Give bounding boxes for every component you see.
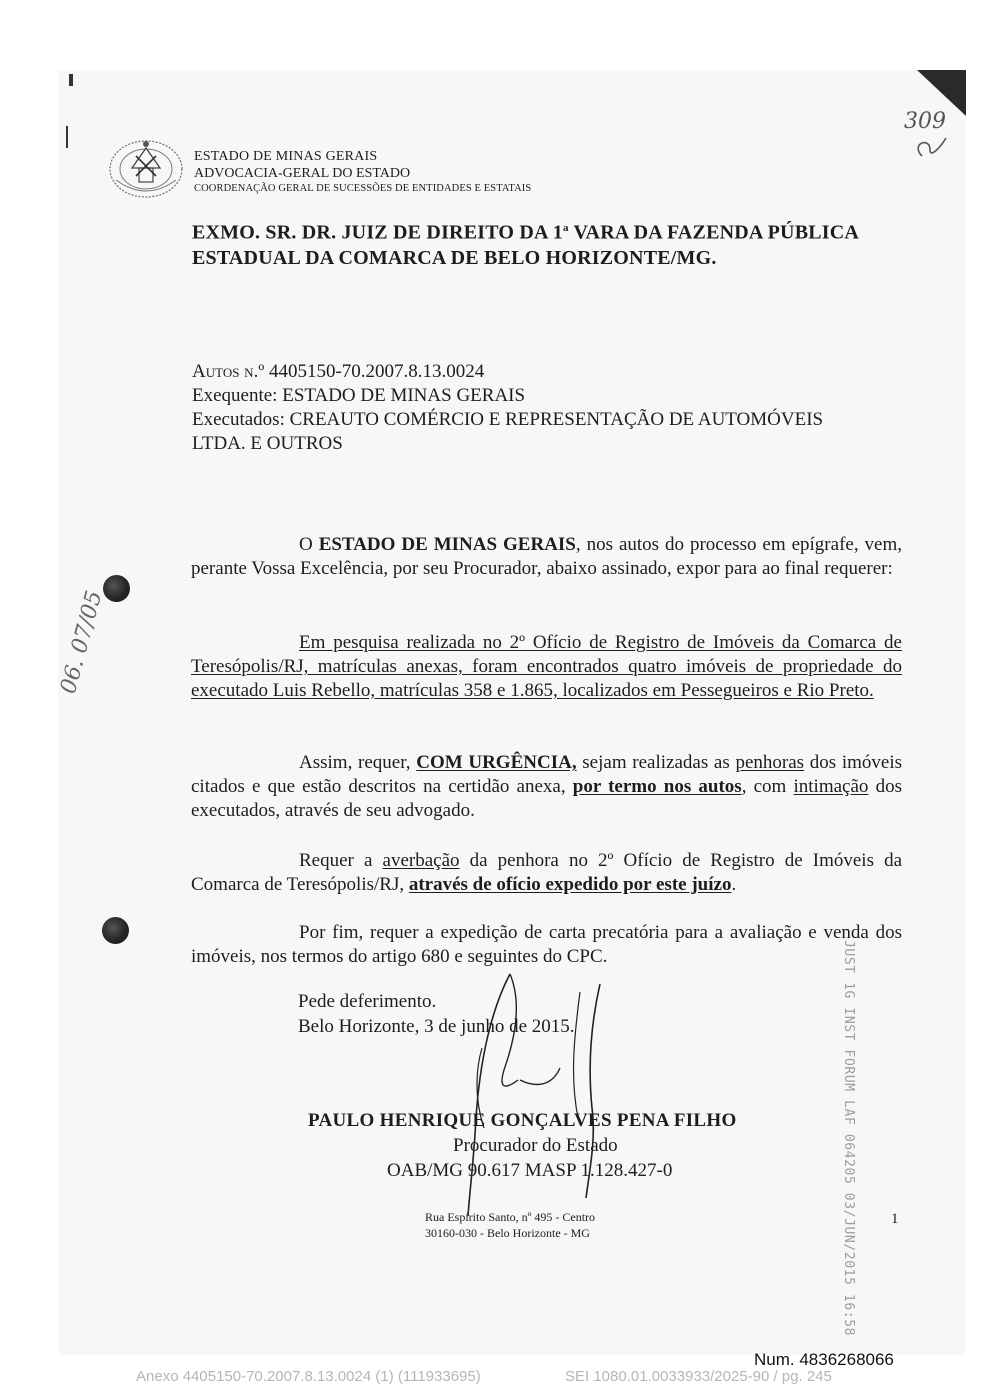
addressee-line1-end: VARA DA FAZENDA PÚBLICA xyxy=(568,221,860,244)
p3-c: dos imóveis citados e que estão descritos na certidão anexa, xyxy=(191,752,903,797)
signatory-registration: OAB/MG 90.617 MASP 1.128.427-0 xyxy=(387,1160,673,1181)
p3-a: Assim, requer, xyxy=(299,752,417,773)
paragraph-registration xyxy=(191,849,902,897)
margin-handwritten-note: 06. 07/05 xyxy=(56,588,108,697)
sei-reference: SEI 1080.01.0033933/2025-90 / pg. 245 xyxy=(565,1368,832,1385)
addressee-line2: ESTADUAL DA COMARCA DE BELO HORIZONTE/MG. xyxy=(192,246,717,269)
addressee-block xyxy=(192,216,912,271)
address-street: Rua Espírito Santo, nº 495 - Centro xyxy=(425,1210,596,1224)
institution-coordination: COORDENAÇÃO GERAL DE SUCESSÕES DE ENTIDADES E ESTATAIS xyxy=(194,183,532,194)
p3-penhoras: penhoras xyxy=(735,752,805,773)
handwritten-folio-mark xyxy=(900,104,960,166)
attachment-reference: Anexo 4405150-70.2007.8.13.0024 (1) (111933695) xyxy=(136,1368,481,1385)
case-info xyxy=(192,360,912,456)
p1-rest: , nos autos do processo em epígrafe, vem, perante Vossa Excelência, por seu Procurador, abaixo assinado, expor para ao final requerer: xyxy=(191,534,902,579)
p3-d: , com xyxy=(741,776,794,797)
p4-c: . xyxy=(731,874,737,895)
p3-intimacao: intimação xyxy=(793,776,869,797)
p5-text: Por fim, requer a expedição de carta precatória para a avaliação e venda dos imóveis, nos termos do artigo 680 e seguintes do CPC. xyxy=(191,922,902,967)
paragraph-intro xyxy=(191,533,902,581)
autos-label: Autos n.º xyxy=(192,361,265,382)
executados-line-cont: LTDA. E OUTROS xyxy=(192,433,343,454)
p4-averbacao: averbação xyxy=(382,850,460,871)
p3-termo: por termo nos autos xyxy=(572,776,742,797)
p1-party: ESTADO DE MINAS GERAIS xyxy=(318,534,576,555)
autos-number: 4405150-70.2007.8.13.0024 xyxy=(264,361,485,382)
institution-name: ESTADO DE MINAS GERAIS xyxy=(194,149,378,164)
punch-hole xyxy=(102,917,129,944)
exequente-line: Exequente: ESTADO DE MINAS GERAIS xyxy=(192,385,526,406)
document-number: Num. 4836268066 xyxy=(754,1350,894,1369)
p1-text: O xyxy=(299,534,319,555)
p3-e: dos executados, através de seu advogado. xyxy=(191,776,902,821)
address-city: 30160-030 - Belo Horizonte - MG xyxy=(425,1226,590,1240)
executados-line: Executados: CREAUTO COMÉRCIO E REPRESENTAÇÃO DE AUTOMÓVEIS xyxy=(192,409,824,430)
paragraph-research xyxy=(191,631,902,703)
protocol-stamp: JUST 1G INST FORUM LAF 064205 03/JUN/2015 16:58 xyxy=(841,940,856,1337)
signatory-role: Procurador do Estado xyxy=(453,1135,618,1156)
page-number: 1 xyxy=(891,1211,899,1227)
institution-department: ADVOCACIA-GERAL DO ESTADO xyxy=(194,166,411,181)
p4-b: da penhora no 2º Ofício de Registro de Imóveis da Comarca de Teresópolis/RJ, xyxy=(191,850,902,895)
paragraph-letter-rogatory xyxy=(191,921,902,969)
edge-mark xyxy=(66,126,68,148)
folio-number: 309 xyxy=(904,109,946,134)
coat-of-arms-icon xyxy=(104,136,188,200)
closing-request: Pede deferimento. xyxy=(298,991,437,1012)
closing-date: Belo Horizonte, 3 de junho de 2015. xyxy=(298,1016,575,1037)
p4-oficio: através de ofício expedido por este juízo xyxy=(408,874,732,895)
p3-urgent: COM URGÊNCIA, xyxy=(416,752,577,773)
addressee-line1: EXMO. SR. DR. JUIZ DE DIREITO DA 1 xyxy=(192,221,563,244)
p3-b: sejam realizadas as xyxy=(576,752,736,773)
edge-mark xyxy=(69,74,73,86)
p2-text: Em pesquisa realizada no 2º Ofício de Registro de Imóveis da Comarca de Teresópolis/RJ, matrículas anexas, foram encontrados quatro imóveis de propriedade do executado Luis Rebello, matrículas 358 e 1.865, localizados em Pessegueiros e Rio Preto. xyxy=(191,632,902,701)
p4-a: Requer a xyxy=(299,850,383,871)
signatory-name: PAULO HENRIQUE GONÇALVES PENA FILHO xyxy=(308,1110,737,1131)
paragraph-request-seizure xyxy=(191,751,902,823)
ordinal-superscript: a xyxy=(562,222,569,234)
punch-hole xyxy=(103,575,130,602)
